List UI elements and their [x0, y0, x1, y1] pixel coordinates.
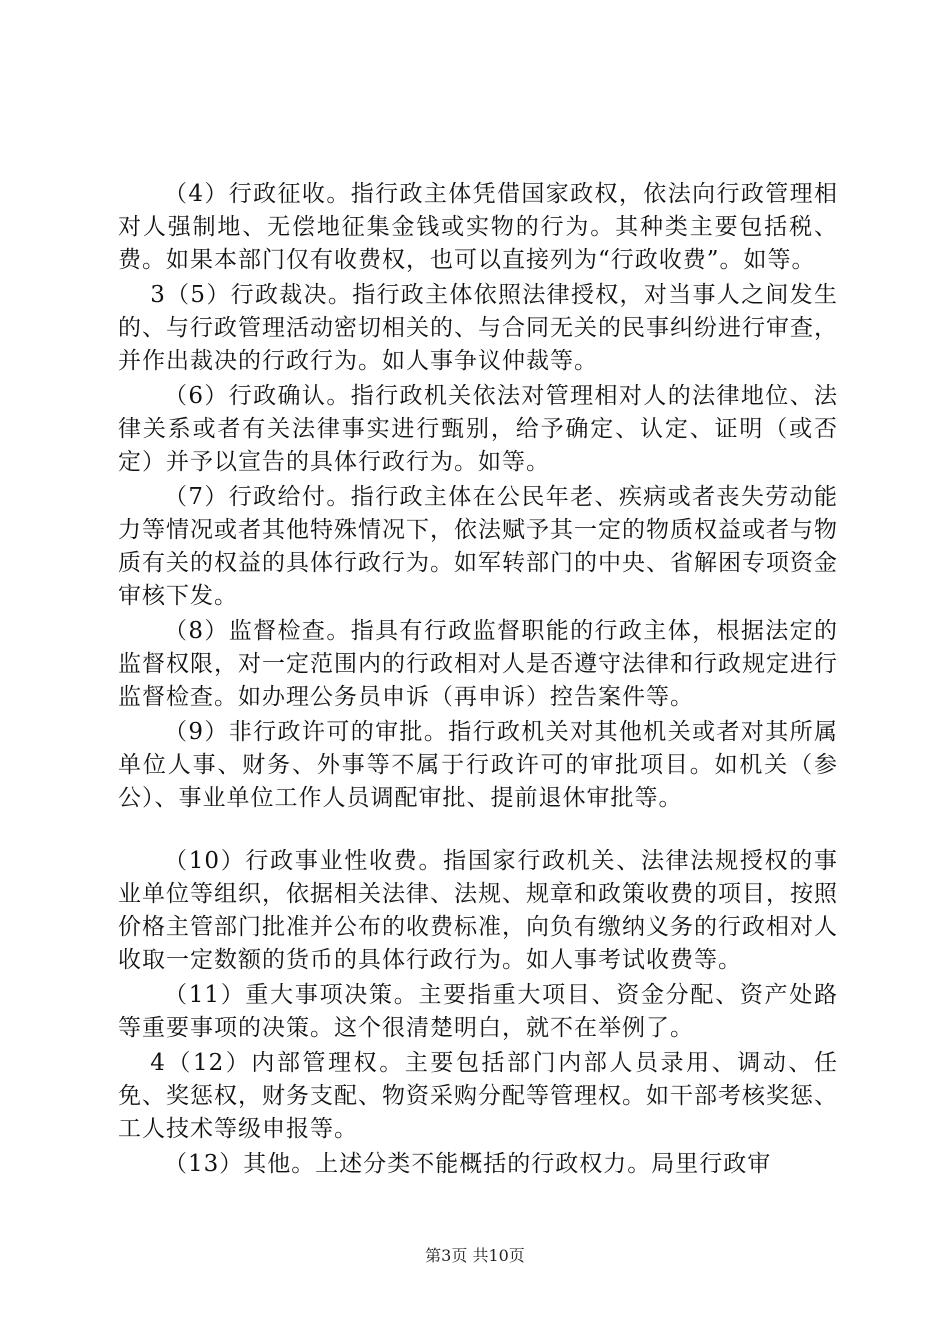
- paragraph-major-decisions: （11）重大事项决策。主要指重大项目、资金分配、资产处路等重要事项的决策。这个很清楚明白，就不在举例了。: [118, 982, 838, 1041]
- document-body: [118, 178, 838, 1183]
- paragraph-administrative-ruling: 3（5）行政裁决。指行政主体依照法律授权，对当事人之间发生的、与行政管理活动密切相关的、与合同无关的民事纠纷进行审查，并作出裁决的行政行为。如人事争议仲裁等。: [118, 282, 838, 374]
- page-footer: 第3页 共10页: [425, 1246, 525, 1265]
- paragraph-other: （13）其他。上述分类不能概括的行政权力。局里行政审: [164, 1151, 772, 1177]
- paragraph-supervision-inspection: （8）监督检查。指具有行政监督职能的行政主体，根据法定的监督权限，对一定范围内的行政相对人是否遵守法律和行政规定进行监督检查。如办理公务员申诉（再申诉）控告案件等。: [118, 618, 838, 710]
- paragraph-internal-management: 4（12）内部管理权。主要包括部门内部人员录用、调动、任免、奖惩权，财务支配、物资采购分配等管理权。如干部考核奖惩、工人技术等级申报等。: [118, 1050, 838, 1142]
- paragraph-administrative-payment: （7）行政给付。指行政主体在公民年老、疾病或者丧失劳动能力等情况或者其他特殊情况下，依法赋予其一定的物质权益或者与物质有关的权益的具体行政行为。如军转部门的中央、省解困专项资金审核下发。: [118, 484, 838, 609]
- paragraph-non-licensing-approval: （9）非行政许可的审批。指行政机关对其他机关或者对其所属单位人事、财务、外事等不属于行政许可的审批项目。如机关（参公）、事业单位工作人员调配审批、提前退休审批等。: [118, 719, 838, 811]
- paragraph-administrative-confirmation: （6）行政确认。指行政机关依法对管理相对人的法律地位、法律关系或者有关法律事实进行甄别，给予确定、认定、证明（或否定）并予以宣告的具体行政行为。如等。: [118, 383, 838, 475]
- paragraph-administrative-fees: （10）行政事业性收费。指国家行政机关、法律法规授权的事业单位等组织，依据相关法律、法规、规章和政策收费的项目，按照价格主管部门批准并公布的收费标准，向负有缴纳义务的行政相对人收取一定数额的货币的具体行政行为。如人事考试收费等。: [118, 848, 838, 973]
- paragraph-administrative-levy: （4）行政征收。指行政主体凭借国家政权，依法向行政管理相对人强制地、无偿地征集金钱或实物的行为。其种类主要包括税、费。如果本部门仅有收费权，也可以直接列为“行政收费”。如等。: [118, 181, 838, 273]
